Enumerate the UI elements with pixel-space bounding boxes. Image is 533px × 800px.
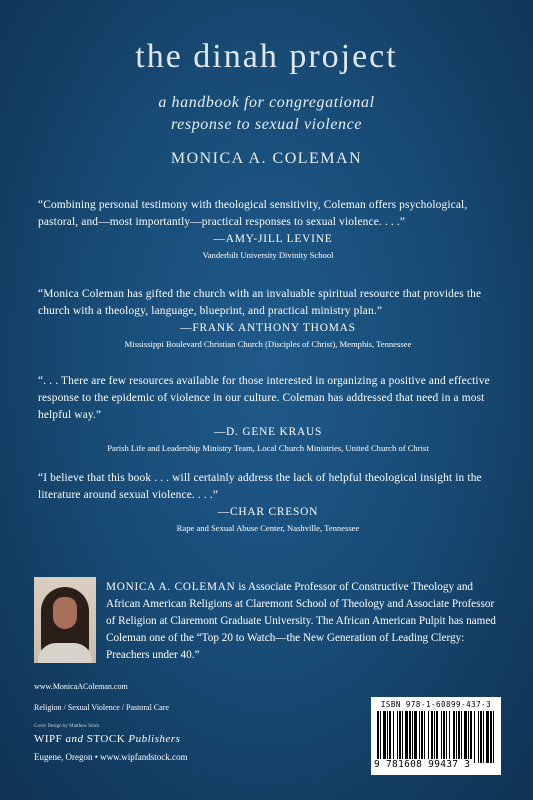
publisher-name: WIPF and STOCK Publishers [34, 733, 181, 745]
cover-design-credit: Cover Design by Matthew Stock [34, 724, 100, 729]
endorsement-quote: “. . . There are few resources available for those interested in organizing a positive and effective response to the epidemic of violence in our culture. Coleman has addressed that need in a most helpful way.” [38, 375, 490, 421]
endorsement-1 [38, 197, 498, 262]
endorser-affiliation: Rape and Sexual Abuse Center, Nashville, Tennessee [176, 523, 360, 533]
book-author: MONICA A. COLEMAN [170, 150, 363, 167]
endorser-name: —AMY-JILL LEVINE [213, 233, 333, 245]
endorsement-quote: “Monica Coleman has gifted the church with an invaluable spiritual resource that provides the church with a theology, language, blueprint, and practical ministry plan.” [38, 288, 482, 317]
endorsement-quote: “Combining personal testimony with theological sensitivity, Coleman offers psychological, pastoral, and—most importantly—practical responses to sexual violence. . . .” [38, 199, 468, 228]
endorser-name: —CHAR CRESON [217, 506, 319, 518]
bio-author-name: MONICA A. COLEMAN [106, 581, 236, 593]
endorsement-quote: “I believe that this book . . . will certainly address the lack of helpful theological insight in the literature around sexual violence. . . .” [38, 472, 482, 501]
endorser-affiliation: Vanderbilt University Divinity School [202, 250, 334, 260]
author-website: www.MonicaAColeman.com [34, 682, 128, 691]
isbn-barcode [371, 697, 501, 775]
endorser-name: —D. GENE KRAUS [213, 426, 323, 438]
author-photo [34, 577, 96, 663]
barcode-digits: 9 781608 99437 3 [374, 759, 471, 770]
endorsement-2 [38, 286, 498, 351]
endorsement-4 [38, 470, 498, 535]
author-bio [106, 579, 506, 664]
book-subtitle [0, 92, 533, 136]
endorser-affiliation: Parish Life and Leadership Ministry Team, Local Church Ministries, United Church of Christ [107, 443, 429, 453]
endorsement-3 [38, 373, 498, 455]
book-title: the dinah project [135, 38, 398, 75]
endorser-affiliation: Mississippi Boulevard Christian Church (Disciples of Christ), Memphis, Tennessee [124, 339, 412, 349]
subtitle-line-1: a handbook for congregational [158, 94, 375, 111]
bio-text: is Associate Professor of Constructive Theology and African American Religions at Claremont School of Theology and Associate Professor of Religion at Claremont Graduate University. The African American Pulpit has named Coleman one of the “Top 20 to Watch—the New Generation of Leading Clergy: Preachers under 40.” [106, 581, 496, 661]
isbn-label: ISBN 978-1-60899-437-3 [380, 700, 492, 709]
endorser-name: —FRANK ANTHONY THOMAS [180, 322, 356, 334]
subject-categories: Religion / Sexual Violence / Pastoral Care [34, 703, 169, 712]
publisher-address: Eugene, Oregon • www.wipfandstock.com [34, 752, 188, 762]
subtitle-line-2: response to sexual violence [170, 116, 363, 133]
